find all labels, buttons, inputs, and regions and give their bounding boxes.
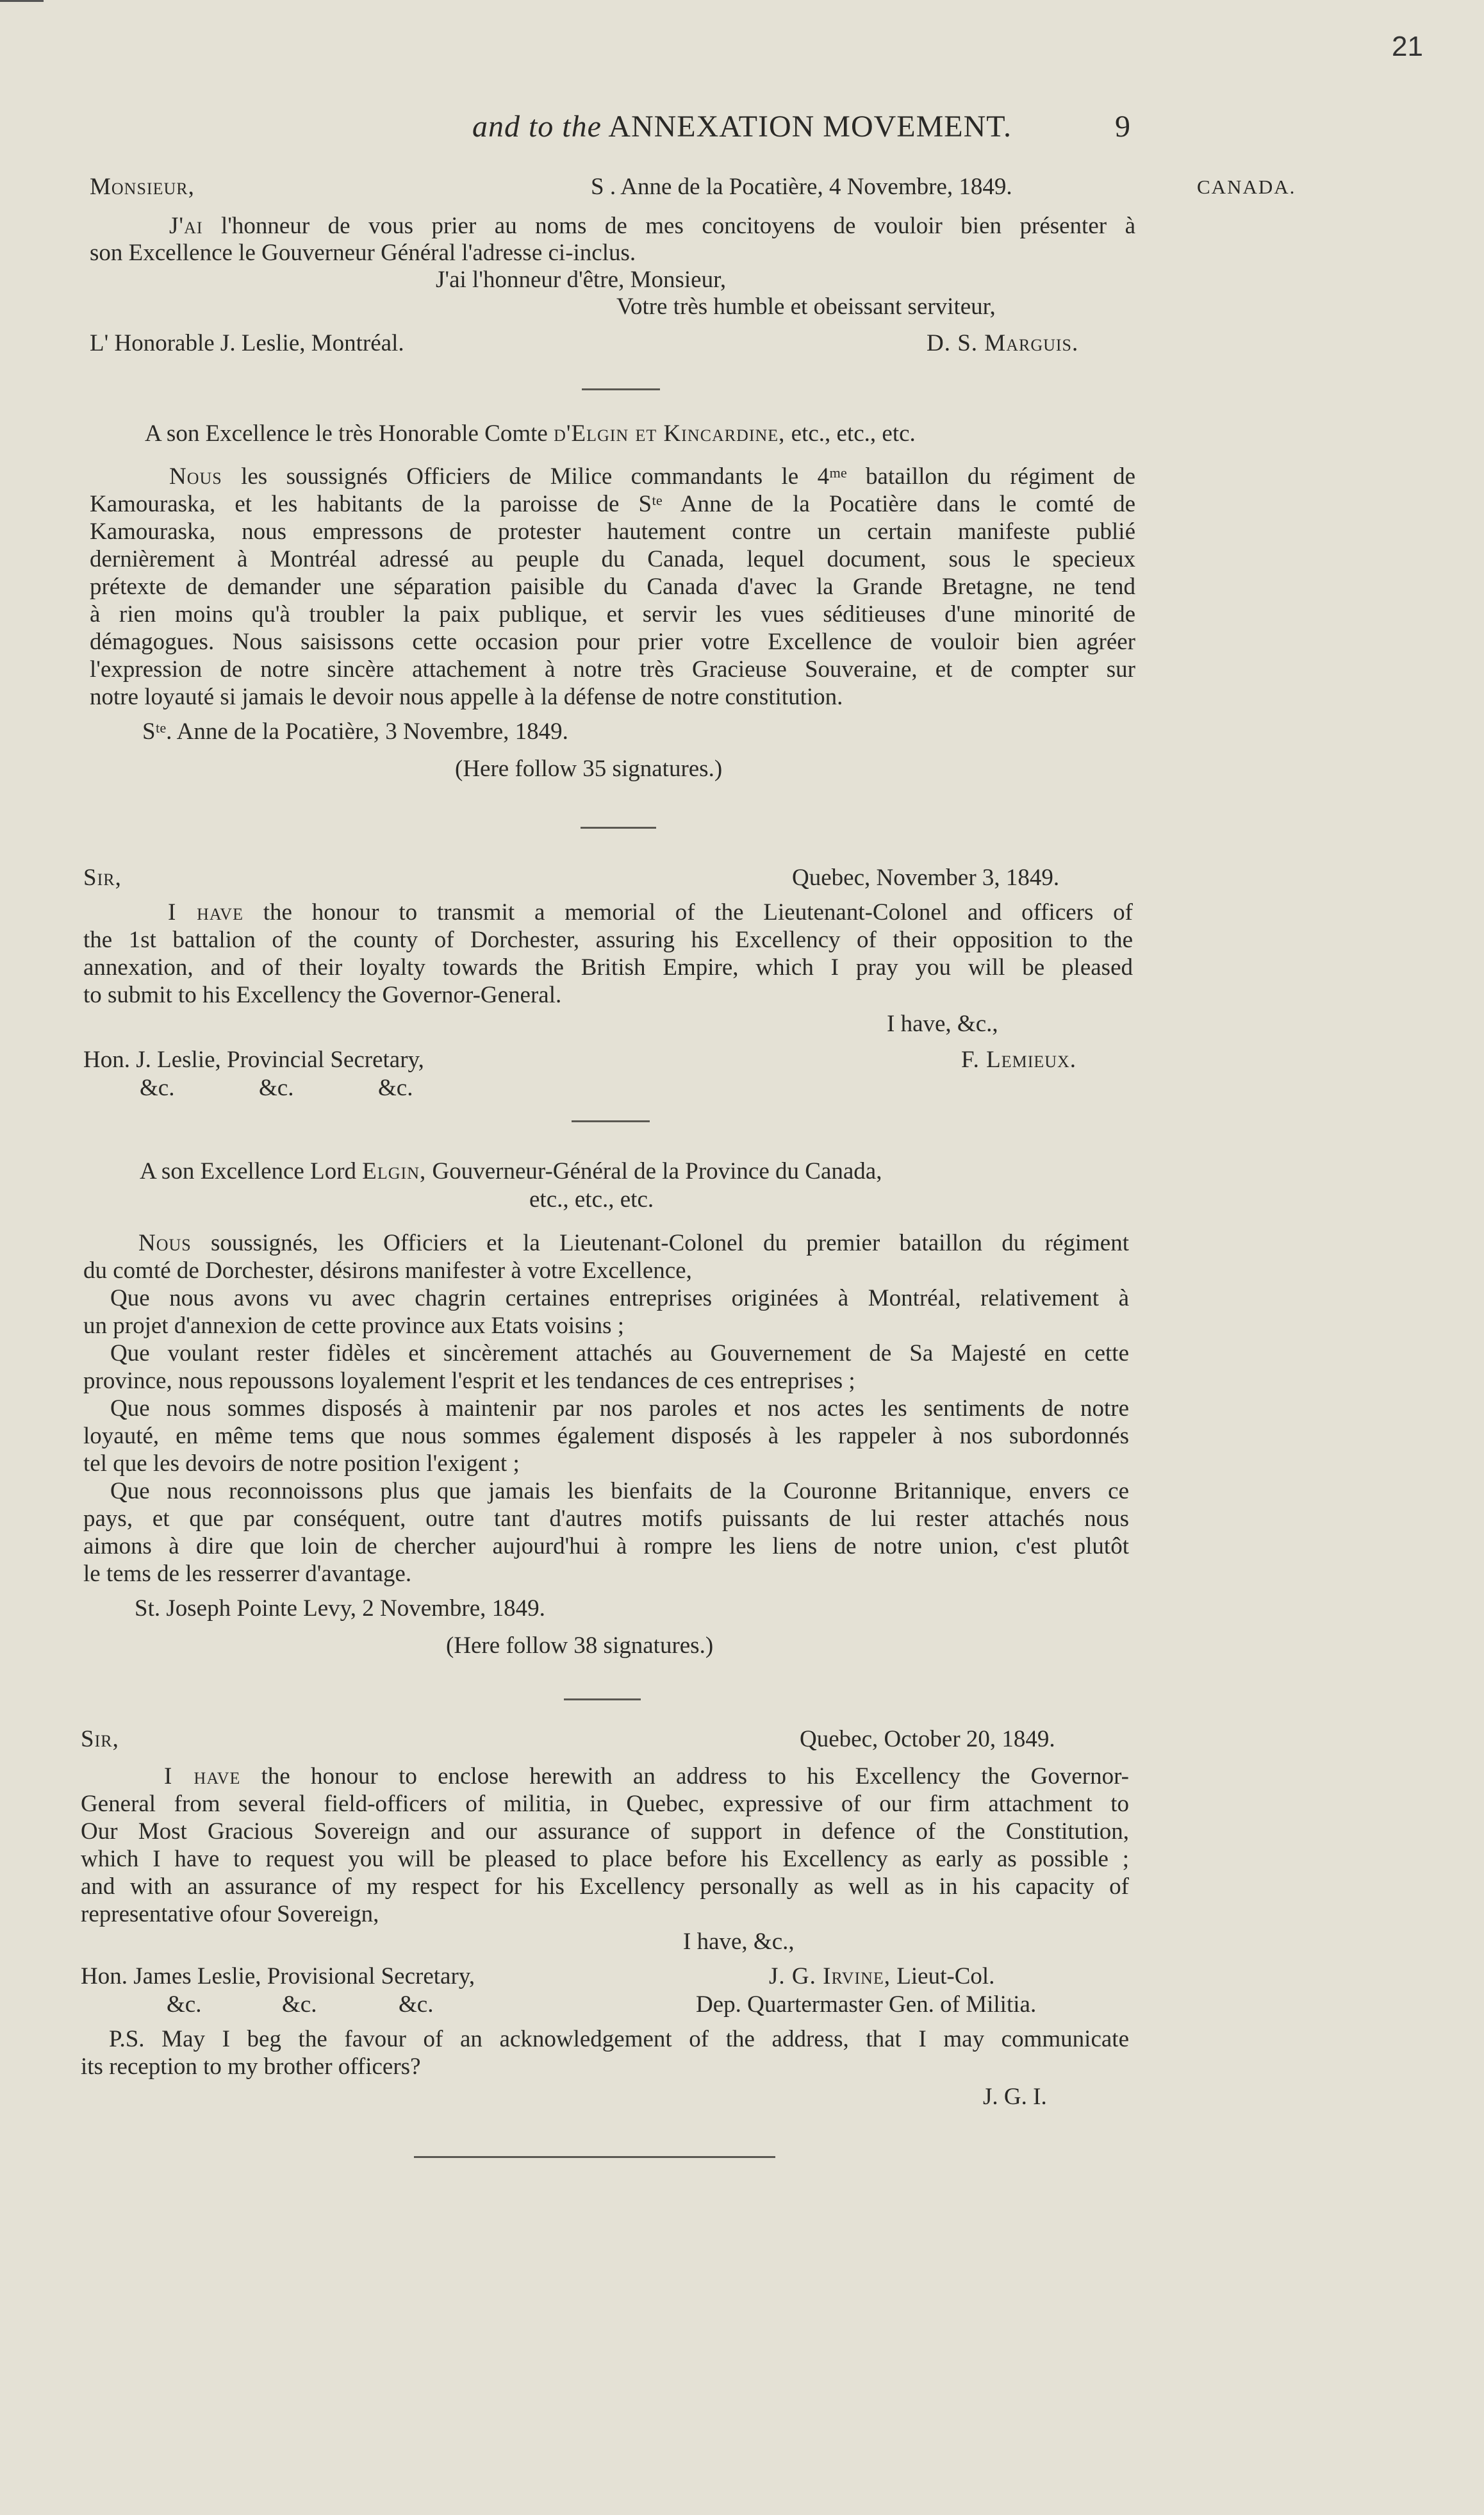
letter3-body-line: and with an assurance of my respect for his Excellency personally as well as in his capacity of [81, 1873, 1129, 1900]
letter3-salutation: Sir, [81, 1726, 119, 1752]
letter2-etc: &c. [259, 1075, 294, 1101]
address2-body-line: province, nous repoussons loyalement l'esprit et les tendances de ces entreprises ; [83, 1368, 855, 1394]
letter2-body-line: to submit to his Excellency the Governor-General. [83, 982, 562, 1008]
letter1-body-text: l'honneur de vous prier au noms de mes concitoyens de vouloir bien présenter à [220, 213, 1135, 239]
address1-signatures-note: (Here follow 35 signatures.) [455, 756, 723, 782]
address2-body-line: Que nous avons vu avec chagrin certaines entreprises originées à Montréal, relativement à [110, 1285, 1129, 1311]
address2-heading-suffix: Gouverneur-Général de la Province du Canada, [432, 1158, 882, 1184]
separator-rule [582, 388, 660, 390]
letter2-place-date: Quebec, November 3, 1849. [792, 865, 1060, 891]
address2-heading-name: Elgin, [362, 1158, 427, 1184]
letter3-body-line: Our Most Gracious Sovereign and our assurance of support in defence of the Constitution, [81, 1818, 1129, 1845]
address2-body-line: loyauté, en même tems que nous sommes également disposés à les rappeler à nos subordonnés [83, 1423, 1129, 1449]
address2-body-line: le tems de les resserrer d'avantage. [83, 1561, 412, 1587]
address1-body-line: Kamouraska, et les habitants de la paroisse de Sᵗᵉ Anne de la Pocatière dans le comté de [90, 491, 1135, 517]
margin-note: CANADA. [1197, 176, 1296, 198]
address1-heading-suffix: etc., etc., etc. [791, 420, 916, 447]
address1-heading-prefix: A son Excellence le très Honorable Comte [145, 420, 548, 447]
letter3-place-date: Quebec, October 20, 1849. [800, 1726, 1055, 1752]
address1-body-line: prétexte de demander une séparation paisible du Canada d'avec la Grande Bretagne, ne tend [90, 574, 1135, 600]
letter3-signature-rank: Lieut-Col. [896, 1963, 995, 1989]
address2-heading-prefix: A son Excellence Lord [140, 1158, 357, 1184]
address1-body-line: Kamouraska, nous empressons de protester hautement contre un certain manifeste publié [90, 519, 1135, 545]
letter2-etc: &c. [140, 1075, 175, 1101]
address2-body-line: un projet d'annexion de cette province aux Etats voisins ; [83, 1313, 625, 1339]
letter2-addressee: Hon. J. Leslie, Provincial Secretary, [83, 1047, 424, 1073]
address2-body-line: Que nous sommes disposés à maintenir par nos paroles et nos actes les sentiments de notre [110, 1395, 1129, 1422]
address1-body-line: démagogues. Nous saisissons cette occasion pour prier votre Excellence de vouloir bien agréer [90, 629, 1135, 655]
letter3-etc: &c. [282, 1991, 317, 2018]
address1-body-line [169, 463, 1135, 491]
letter2-body-line: the 1st battalion of the county of Dorchester, assuring his Excellency of their opposition to the [83, 927, 1133, 953]
letter1-body-line [169, 212, 1135, 240]
letter2-lead: I have [168, 899, 243, 925]
letter2-etc: &c. [378, 1075, 413, 1101]
letter1-addressee: L' Honorable J. Leslie, Montréal. [90, 330, 404, 356]
address2-heading [140, 1158, 882, 1186]
letter1-place-date: S . Anne de la Pocatière, 4 Novembre, 1849. [591, 174, 1012, 200]
letter3-postscript: P.S. May I beg the favour of an acknowledgement of the address, that I may communicate [109, 2026, 1129, 2052]
letter2-body-text: the honour to transmit a memorial of the Lieutenant-Colonel and officers of [263, 899, 1134, 925]
letter1-salutation: Monsieur, [90, 174, 195, 200]
letter3-body-text: the honour to enclose herewith an address to his Excellency the Governor- [261, 1763, 1129, 1789]
letter2-closing: I have, &c., [887, 1011, 998, 1037]
running-head-page: 9 [1115, 110, 1130, 144]
separator-rule [564, 1698, 641, 1700]
address2-signatures-note: (Here follow 38 signatures.) [446, 1632, 714, 1659]
letter3-body-line: General from several field-officers of militia, in Quebec, expressive of our firm attachment to [81, 1791, 1129, 1817]
letter3-signature-title: Dep. Quartermaster Gen. of Militia. [696, 1991, 1037, 2018]
page-number: 21 [1392, 31, 1423, 62]
address2-body-line [138, 1229, 1129, 1258]
address1-heading-names: d'Elgin et Kincardine, [554, 420, 786, 447]
letter2-salutation: Sir, [83, 865, 122, 891]
address1-body-text: les soussignés Officiers de Milice commandants le 4ᵐᵉ bataillon du régiment de [241, 463, 1135, 490]
running-head-prefix: and to the [472, 110, 602, 144]
address1-heading [145, 420, 916, 448]
address1-body-line: l'expression de notre sincère attachement à notre très Gracieuse Souveraine, et de compter sur [90, 656, 1135, 683]
address2-body-line: tel que les devoirs de notre position l'exigent ; [83, 1450, 520, 1477]
letter3-etc: &c. [399, 1991, 434, 2018]
letter1-lead: J'ai [169, 213, 203, 239]
address2-place-date: St. Joseph Pointe Levy, 2 Novembre, 1849. [135, 1595, 545, 1622]
letter3-etc: &c. [167, 1991, 202, 2018]
letter1-closing: Votre très humble et obeissant serviteur, [616, 294, 996, 320]
address2-body-line: aimons à dire que loin de chercher aujourd'hui à rompre les liens de notre union, c'est plutôt [83, 1533, 1129, 1559]
address1-body-line: notre loyauté si jamais le devoir nous appelle à la défense de notre constitution. [90, 684, 843, 710]
address2-body-line: pays, et que par conséquent, outre tant d'autres motifs puissants de lui rester attachés nous [83, 1506, 1129, 1532]
address2-body-line: Que voulant rester fidèles et sincèrement attachés au Gouvernement de Sa Majesté en cette [110, 1340, 1129, 1366]
address2-heading-line2: etc., etc., etc. [529, 1186, 654, 1213]
address2-body-line: Que nous reconnoissons plus que jamais les bienfaits de la Couronne Britannique, envers ce [110, 1478, 1129, 1504]
letter1-signature: D. S. Marguis. [927, 330, 1079, 356]
letter3-body-line: representative ofour Sovereign, [81, 1901, 379, 1927]
letter3-ps-initials: J. G. I. [983, 2084, 1047, 2110]
running-head [0, 109, 1484, 144]
address1-body-line: à rien moins qu'à troubler la paix publique, et servir les vues séditieuses d'une minorité de [90, 601, 1135, 627]
letter3-signature-name: J. G. Irvine, [769, 1963, 891, 1989]
separator-rule [572, 1120, 650, 1122]
letter3-body-line: which I have to request you will be pleased to place before his Excellency as early as possible ; [81, 1846, 1129, 1872]
address2-lead: Nous [138, 1230, 192, 1256]
letter3-lead: I have [164, 1763, 241, 1789]
letter1-closing: J'ai l'honneur d'être, Monsieur, [436, 267, 727, 293]
letter2-body-line: annexation, and of their loyalty towards the British Empire, which I pray you will be pleased [83, 954, 1133, 981]
address1-body-line: dernièrement à Montréal adressé au peuple du Canada, lequel document, sous le specieux [90, 546, 1135, 572]
letter3-addressee: Hon. James Leslie, Provisional Secretary, [81, 1963, 475, 1989]
letter2-body-line [168, 899, 1133, 927]
address1-lead: Nous [169, 463, 222, 490]
letter3-signature [769, 1963, 994, 1991]
address2-body-line: du comté de Dorchester, désirons manifester à votre Excellence, [83, 1258, 692, 1284]
address2-body-text: soussignés, les Officiers et la Lieutenant-Colonel du premier bataillon du régiment [210, 1230, 1130, 1256]
separator-rule [581, 827, 656, 829]
letter3-body-line [164, 1763, 1129, 1791]
end-rule [414, 2156, 775, 2158]
running-head-title: ANNEXATION MOVEMENT. [608, 110, 1012, 144]
margin-rule [0, 0, 44, 2]
address1-place-date: Sᵗᵉ. Anne de la Pocatière, 3 Novembre, 1849. [142, 718, 568, 745]
letter3-postscript: its reception to my brother officers? [81, 2054, 421, 2080]
letter1-body-line: son Excellence le Gouverneur Général l'adresse ci-inclus. [90, 240, 636, 266]
letter3-closing: I have, &c., [683, 1929, 795, 1955]
letter2-signature: F. Lemieux. [961, 1047, 1077, 1073]
